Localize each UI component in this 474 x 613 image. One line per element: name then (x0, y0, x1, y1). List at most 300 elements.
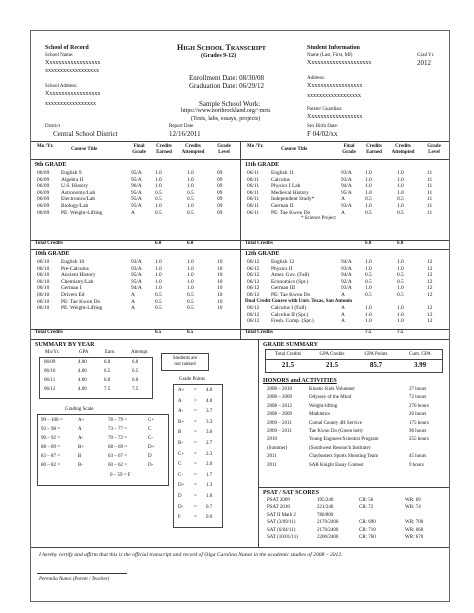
cell: Calculus (271, 176, 290, 183)
score-cell: 2170/2400 (317, 520, 339, 526)
cell: 0.5 (365, 209, 372, 216)
transcript-title: High School Transcript (177, 43, 266, 52)
cell: 1.0 (365, 285, 372, 292)
cell: 10 (217, 305, 223, 312)
grade-summary-value: 3.99 (413, 361, 427, 369)
col-attempted-header: Credits Attempted (391, 144, 415, 155)
scale-cell: D- (148, 463, 154, 468)
ranked-line-1: Students are (172, 356, 198, 361)
summary-table (39, 357, 153, 399)
cell: 95/A (131, 170, 142, 176)
grade-value: 3.3 (206, 419, 213, 425)
cell: A (131, 298, 135, 305)
cell: 1.0 (187, 183, 194, 190)
score-cell: 2170/2400 (317, 527, 339, 533)
grade-summary-value: 85.7 (369, 361, 383, 369)
total-attempted: 7.5 (397, 330, 404, 335)
cell: English 11 (271, 170, 295, 176)
honors-activity: Odyssey of the Mind (309, 395, 352, 401)
cell: 1.0 (155, 272, 162, 279)
sex-birth-label: Sex Birth Date: (307, 124, 339, 129)
cell: 12 (427, 311, 433, 318)
cell: 11 (427, 203, 433, 209)
honors-activity: SAR Knight Essay Contest (309, 462, 364, 468)
cell: 1.0 (365, 305, 372, 312)
signature-line (37, 573, 127, 574)
cell: 12 (427, 272, 433, 279)
scale-cell: 99 – 100 = (41, 418, 63, 423)
cell: Independent Study* (271, 196, 315, 203)
summary-col-earn: Earn (105, 350, 115, 355)
cell: Drivers Ed (61, 292, 85, 298)
cell: 09 (217, 189, 223, 196)
cell: A (341, 209, 345, 216)
scale-cell: 60 – 62 = (108, 463, 128, 468)
scale-cell: B (78, 454, 82, 459)
cell: 0.5 (187, 298, 194, 305)
grade-value: 4.0 (206, 388, 213, 393)
honors-years: 2011 (267, 454, 277, 460)
grade-eq: = (194, 409, 197, 415)
cell: Medieval History (271, 189, 309, 196)
dual-course-row (241, 318, 449, 325)
cell: 09 (217, 170, 223, 176)
grade-eq: = (194, 462, 197, 468)
grade-summary-table (265, 349, 443, 373)
cell: 0.5 (187, 189, 194, 196)
cell: 1.0 (155, 285, 162, 292)
honors-activity: Young Engineer/Scientist Program (309, 437, 379, 443)
cell: 1.0 (187, 170, 194, 176)
scale-cell: D (148, 454, 152, 459)
cell: 1.0 (155, 265, 162, 272)
score-cell: PSAT 2009 (267, 498, 290, 503)
left-column-headers (31, 142, 240, 160)
address-value: Xxxxxxxxxxxxxxxxxx (307, 83, 363, 89)
cell: A (131, 209, 135, 216)
summary-cell: 7.5 (104, 387, 111, 392)
cell: 06/12 (247, 311, 260, 318)
total-earned: 7.5 (365, 330, 372, 335)
school-name-label: School Name: (45, 53, 74, 58)
cell: 06/12 (247, 265, 260, 272)
summary-col-gpa: GPA (79, 350, 89, 355)
grade-eq: = (194, 419, 197, 425)
summary-cell: 6.5 (104, 369, 111, 374)
cell: 06/11 (247, 170, 260, 176)
cell: 10 (217, 278, 223, 285)
cell: 06/12 (247, 318, 260, 325)
honors-years: 2008 – 2010 (267, 387, 292, 392)
cell: PE: Weight-Lifting (61, 305, 103, 312)
grade-eq: = (194, 388, 197, 393)
cell: 1.0 (155, 203, 162, 209)
summary-cell: 6.0 (132, 378, 139, 383)
cell: 06/09 (37, 203, 50, 209)
honors-hours: 72 hours (409, 395, 427, 401)
cell: 0.5 (187, 209, 194, 216)
scale-cell: 90 – 92 = (41, 436, 61, 441)
cell: 1.0 (155, 183, 162, 190)
honors-activity: Kinetic Kids Volunteer (309, 387, 355, 392)
block-divider (241, 249, 449, 250)
honors-list (267, 387, 443, 473)
col-moyr-header: Mo /Yr. (37, 144, 54, 149)
grade-summary-divider (266, 359, 442, 360)
cell: 12 (427, 318, 433, 325)
parent-label: Parent/ Guardian: (307, 107, 343, 112)
course-row (241, 210, 449, 217)
grade-value: 2.3 (206, 451, 213, 457)
cell: 0.5 (365, 196, 372, 203)
report-date-label: Report Date (169, 124, 194, 129)
grade-value: 1.7 (206, 472, 213, 478)
cell: 06/09 (37, 189, 50, 196)
summary-col-moyr: Mo/Yr. (45, 350, 60, 355)
cell: Biology/Lab (61, 203, 89, 209)
cell: English 9 (61, 170, 82, 176)
cell: 94/A (341, 259, 352, 265)
honors-activity: Tae Kwon Do (Green belt) (309, 429, 363, 434)
summary-cell: 6.0 (104, 360, 111, 365)
cell: 0.5 (397, 209, 404, 216)
cell: 09 (217, 196, 223, 203)
grade-summary-title: GRADE SUMMARY (263, 342, 318, 348)
summary-title: SUMMARY BY YEAR (35, 342, 95, 348)
cell: 1.0 (187, 285, 194, 292)
total-earned: 6.0 (155, 241, 162, 246)
cell: 93/A (341, 170, 352, 176)
grade-value: 0.0 (206, 515, 213, 521)
summary-cell: 06/09 (44, 360, 56, 365)
score-cell: 221/240 (317, 505, 334, 511)
cell: 0.5 (365, 272, 372, 279)
cell: 1.0 (397, 259, 404, 265)
cell: Astronomy/Lab (61, 189, 96, 196)
cell: 1.0 (397, 318, 404, 325)
cell: 1.0 (155, 278, 162, 285)
cell: 1.0 (187, 203, 194, 209)
scale-cell: D+ (148, 445, 155, 450)
grade-summary-header: Cum. GPA (409, 352, 431, 357)
cell: 11 (427, 196, 433, 203)
honors-title: HONORS and ACTIVITIES (263, 378, 337, 384)
honors-divider (258, 487, 449, 488)
score-cell: SAT (10/01/11) (267, 535, 298, 540)
block-divider (31, 249, 240, 250)
grade-letter: D- (178, 504, 184, 510)
cell: 1.0 (397, 285, 404, 292)
grade-eq: = (194, 430, 197, 436)
cell: 06/10 (37, 292, 50, 298)
scale-cell: A+ (78, 418, 85, 423)
score-cell: CR: 690 (359, 520, 376, 526)
cell: Physics I Lab (271, 183, 301, 190)
honors-years: 2008 – 2009 (267, 395, 292, 401)
cell: PE: Tae Kwon Do (271, 292, 311, 298)
col-attempted-header: Credits Attempted (181, 144, 205, 155)
summary-cell: 06/12 (44, 387, 56, 392)
col-level-header: Grade Level (217, 144, 231, 155)
cell: 12 (427, 305, 433, 312)
school-of-record-heading: School of Record (45, 45, 89, 51)
cell: 0.5 (397, 278, 404, 285)
cell: 1.0 (365, 203, 372, 209)
cell: 1.0 (187, 265, 194, 272)
cell: 1.0 (187, 259, 194, 265)
cell: Calculus II (Spr.) (271, 311, 309, 318)
score-cell: 195/240 (317, 498, 334, 503)
honors-hours: 45 hours (409, 454, 427, 460)
cell: 93/A (131, 259, 142, 265)
cell: Physics II (271, 265, 293, 272)
cell: A (341, 196, 345, 203)
district-label: District (45, 124, 60, 129)
cell: 10 (217, 259, 223, 265)
cell: 95/A (131, 272, 142, 279)
honors-years: 2008 – 2012 (267, 403, 292, 409)
honors-hours: 9 hours (409, 462, 424, 468)
cell: 0.5 (187, 292, 194, 298)
scale-cell: 83 – 87 = (41, 454, 61, 459)
score-cell: WR: 660 (405, 527, 424, 533)
transcript-sheet (30, 30, 450, 602)
honors-hours: 26 hours (409, 412, 427, 418)
cell: 1.0 (397, 265, 404, 272)
school-address-value: Xxxxxxxxxxxxxxxxxx (45, 91, 101, 97)
cell: 1.0 (397, 183, 404, 190)
cell: 96/A (131, 183, 142, 190)
cell: 1.0 (397, 311, 404, 318)
cell: A (341, 311, 345, 318)
grade-points-title: Grade Points (179, 377, 205, 382)
scale-cell: C- (148, 436, 153, 441)
cell: 1.0 (155, 170, 162, 176)
cell: 06/10 (37, 265, 50, 272)
score-cell: SAT (6/04/11) (267, 527, 296, 533)
cell: 06/10 (37, 259, 50, 265)
scale-cell: B+ (78, 445, 85, 450)
score-cell: WR: 670 (405, 535, 424, 540)
scale-cell: C (148, 427, 152, 432)
cell: 10 (217, 285, 223, 292)
cell: 1.0 (365, 259, 372, 265)
cell: 06/09 (37, 196, 50, 203)
score-cell: CR: 760 (359, 535, 376, 540)
grade-value: 2.0 (206, 462, 213, 468)
cell: 06/11 (247, 183, 260, 190)
total-credits-label: Total Credits (245, 330, 273, 335)
sample-work-label: Sample School Work: (199, 100, 261, 108)
cell: 1.0 (397, 305, 404, 312)
honors-hours: 255 hours (409, 437, 429, 443)
col-earned-header: Credits Earned (366, 144, 382, 155)
cell: A (341, 292, 345, 298)
col-level-header: Grade Level (427, 144, 441, 155)
grade-block-title: 9th GRADE (35, 162, 67, 168)
cell: 1.0 (365, 265, 372, 272)
cell: 95/A (131, 176, 142, 183)
cell: Pre-Calculus (61, 265, 89, 272)
cell: 0.5 (155, 298, 162, 305)
score-cell: CR: 56 (359, 498, 374, 503)
total-earned: 6.5 (155, 330, 162, 335)
cell: 0.5 (155, 196, 162, 203)
sample-work-note: (Tests, labs, essays, projects) (191, 116, 261, 122)
grading-scale-f: 0 – 59 = F (110, 473, 131, 478)
grad-year-label: Grad Yr. (417, 53, 435, 58)
cell: 06/09 (37, 183, 50, 190)
summary-cell: 6.0 (132, 360, 139, 365)
dual-credit-title: Dual Credit Course with Univ. Texas, San Antonio (245, 298, 353, 304)
cell: 10 (217, 272, 223, 279)
scale-cell: 63 – 67 = (108, 454, 128, 459)
grade-letter: C (178, 462, 182, 468)
district-value: Central School District (53, 130, 118, 138)
scale-cell: B- (78, 463, 83, 468)
total-credits-label: Total Credits (245, 241, 273, 246)
cell: 0.5 (397, 196, 404, 203)
grade-value: 3.0 (206, 430, 213, 436)
total-credits-label: Total Credits (35, 330, 63, 335)
grade-eq: = (194, 472, 197, 478)
honors-activity: Comal County 4H Service (309, 420, 362, 426)
col-moyr-header: Mo /Yr. (247, 144, 264, 149)
grade-summary-header: Total Credits (275, 352, 301, 357)
cell: 09 (217, 209, 223, 216)
cell: 95/A (131, 278, 142, 285)
grade-value: 0.7 (206, 504, 213, 510)
scale-cell: A (78, 427, 82, 432)
cell: 06/11 (247, 176, 260, 183)
cell: 10 (217, 265, 223, 272)
cell: 0.5 (365, 278, 372, 285)
grade-value: 1.0 (206, 494, 213, 499)
honors-hours: 270 hours (409, 403, 429, 409)
cell: A (341, 318, 345, 325)
summary-cell: 4.00 (78, 387, 87, 392)
cell: 95/A (131, 203, 142, 209)
cell: Economics (Spr.) (271, 278, 309, 285)
cell: Fresh. Comp. (Spr.) (271, 318, 314, 325)
honors-hours: 175 hours (409, 420, 429, 426)
cell: 1.0 (187, 272, 194, 279)
cell: 06/12 (247, 259, 260, 265)
psat-title: PSAT / SAT SCORES (263, 490, 320, 496)
cell: 0.5 (155, 189, 162, 196)
cell: 12 (427, 259, 433, 265)
score-cell: CR: 710 (359, 527, 376, 533)
grade-eq: = (194, 483, 197, 489)
cell: 0.5 (155, 209, 162, 216)
right-column-headers (241, 142, 449, 160)
honors-hours: 37 hours (409, 387, 427, 392)
cell: 93/A (341, 176, 352, 183)
cell: 1.0 (187, 176, 194, 183)
cell: 06/10 (37, 278, 50, 285)
cell: German III (271, 285, 296, 292)
score-cell: CR: 72 (359, 505, 374, 511)
address-label: Address: (307, 76, 325, 81)
grade-summary-header: GPA Points (364, 352, 388, 357)
col-course-header: Course Title (71, 147, 98, 152)
cell: 06/12 (247, 272, 260, 279)
psat-list (267, 498, 443, 546)
cell: German I (61, 285, 82, 292)
score-cell: 780/800 (317, 512, 334, 518)
school-name-value: Xxxxxxxxxxxxxxxxxx (45, 60, 101, 66)
cell: Algebra II (61, 176, 84, 183)
cell: 0.5 (155, 292, 162, 298)
scale-cell: 73 – 77 = (108, 427, 128, 432)
cell: 12 (427, 292, 433, 298)
grade-letter: D (178, 494, 182, 499)
scale-cell: 78 – 79 = (108, 418, 128, 423)
grade-value: 4.0 (206, 398, 213, 404)
cell: 06/10 (37, 272, 50, 279)
total-attempted: 6.5 (187, 330, 194, 335)
grade-eq: = (194, 441, 197, 446)
sex-birth-value: F 04/02/xx (307, 130, 338, 138)
grade-letter: B+ (178, 419, 185, 425)
grading-scale-table (37, 414, 169, 486)
cell: 93/A (341, 265, 352, 272)
cell: 1.0 (397, 203, 404, 209)
grade-value: 1.3 (206, 483, 213, 489)
cell: 94/A (341, 272, 352, 279)
honors-activity: Mathletics (309, 412, 331, 418)
cell: 06/10 (37, 285, 50, 292)
cell: 06/11 (247, 196, 260, 203)
cell: 06/12 (247, 292, 260, 298)
grade-value: 2.7 (206, 441, 213, 446)
cell: 0.5 (397, 272, 404, 279)
ranked-box (161, 353, 209, 371)
cell: 1.0 (397, 189, 404, 196)
courses-bottom-divider (31, 339, 449, 340)
grade-eq: = (194, 494, 197, 499)
grade-value: 3.7 (206, 409, 213, 415)
grade-block-title: 11th GRADE (245, 162, 280, 168)
grade-points-table (173, 384, 223, 528)
cell: 10 (217, 292, 223, 298)
parent-value: Xxxxxxxxxxxxxxxxxx (307, 114, 363, 120)
course-row (31, 210, 240, 217)
cell: 0.5 (187, 305, 194, 312)
cell: 93/A (341, 203, 352, 209)
cell: 09 (217, 183, 223, 190)
grade-eq: = (194, 398, 197, 404)
score-cell: WR: 69 (405, 498, 421, 503)
ranked-line-2: not ranked (174, 362, 196, 367)
cell: 06/09 (37, 170, 50, 176)
grade-letter: A+ (178, 388, 185, 393)
certify-divider (31, 547, 449, 548)
cell: 06/10 (37, 305, 50, 312)
grade-letter: B- (178, 441, 183, 446)
col-earned-header: Credits Earned (156, 144, 172, 155)
cell: PE: Weight-Lifting (61, 209, 103, 216)
cell: 06/12 (247, 278, 260, 285)
grade-letter: D+ (178, 483, 185, 489)
cell: 1.0 (365, 183, 372, 190)
honors-activity: (Southwest Research Institute) (309, 445, 371, 451)
cell: A (341, 305, 345, 312)
cell: 95/A (341, 189, 352, 196)
cell: 1.0 (187, 278, 194, 285)
cell: 1.0 (365, 176, 372, 183)
cell: 06/10 (37, 298, 50, 305)
